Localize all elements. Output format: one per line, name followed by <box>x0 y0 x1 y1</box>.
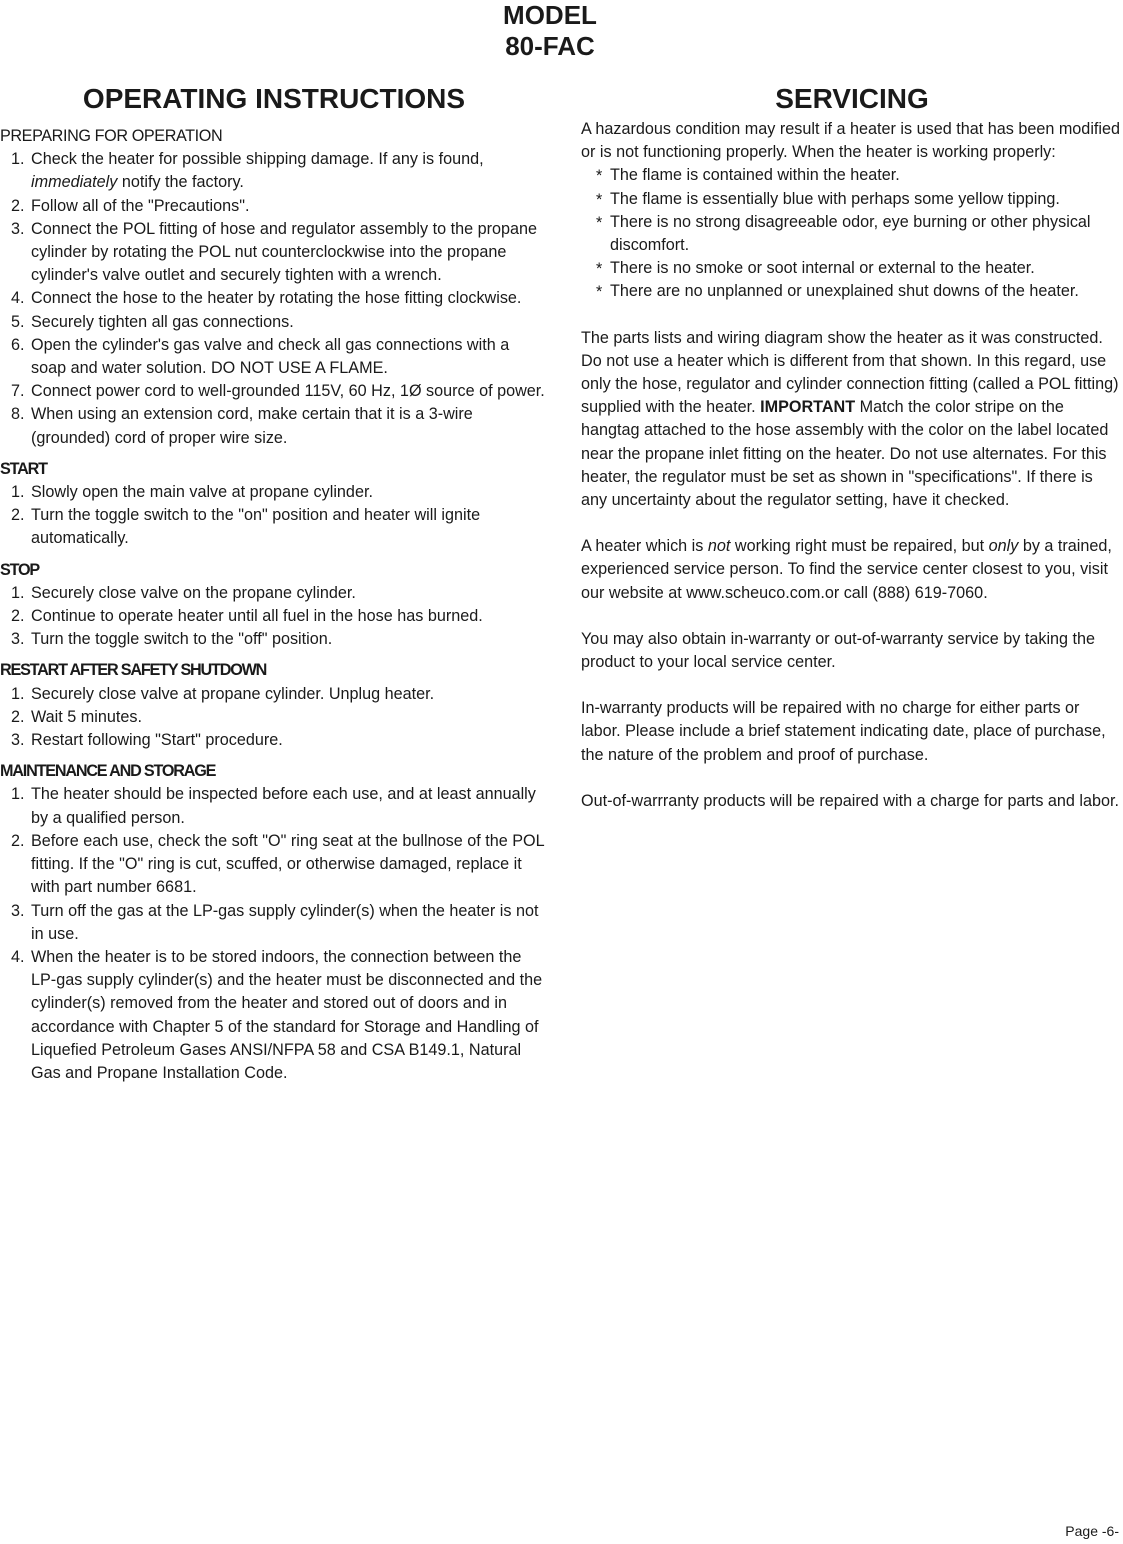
item-text: There is no smoke or soot internal or external to the heater. <box>610 259 1035 278</box>
model-number: 80-FAC <box>505 31 595 61</box>
item-text: Connect the POL fitting of hose and regulator assembly to the propane cylinder by rotating the POL nut counterclockwise into the propane cylinder's valve outlet and securely tighten with a wrench. <box>31 219 538 285</box>
item-text-emphasis: immediately <box>31 173 118 192</box>
item-text-post: notify the factory. <box>117 173 244 192</box>
list-item <box>0 334 548 380</box>
list-item <box>581 188 1123 211</box>
item-number: 2. <box>11 607 25 626</box>
item-text: Follow all of the "Precautions". <box>31 196 250 215</box>
list-item <box>0 830 548 900</box>
item-text: Continue to operate heater until all fuel in the hose has burned. <box>31 607 483 626</box>
item-number: 4. <box>11 289 25 308</box>
operating-instructions-column <box>0 82 548 1085</box>
page-number: Page -6- <box>1065 1523 1119 1539</box>
repair-emphasis-not: not <box>707 537 731 556</box>
list-item <box>0 218 548 288</box>
parts-paragraph <box>581 327 1123 513</box>
repair-text-1: A heater which is <box>581 537 708 556</box>
model-label: MODEL <box>503 0 597 30</box>
item-number: 2. <box>11 707 25 726</box>
repair-text-2: working right must be repaired, but <box>730 537 989 556</box>
important-text: Match the color stripe on the hangtag attached to the hose assembly with the color on the label located near the propane inlet fitting on the heater. Do not use alternates. For this heater, the regulator must be set as shown in "specifications". If there is any uncertainty about the regulator setting, have it checked. <box>581 398 1109 510</box>
start-section <box>0 458 548 551</box>
repair-emphasis-only: only <box>988 537 1019 556</box>
item-number: 1. <box>11 150 25 169</box>
item-text: Turn the toggle switch to the "on" position and heater will ignite automatically. <box>31 506 481 548</box>
item-text: The flame is essentially blue with perhaps some yellow tipping. <box>610 189 1060 208</box>
list-item <box>0 148 548 194</box>
item-number: 8. <box>11 405 25 424</box>
item-number: 1. <box>11 583 25 602</box>
bullet-star: * <box>596 260 603 279</box>
item-text: Connect the hose to the heater by rotating the hose fitting clockwise. <box>31 289 522 308</box>
model-header <box>0 0 1100 62</box>
list-item <box>0 946 548 1085</box>
list-item <box>581 164 1123 187</box>
servicing-title: SERVICING <box>775 83 929 114</box>
list-item <box>0 311 548 334</box>
list-item <box>0 900 548 946</box>
item-number: 5. <box>11 312 25 331</box>
item-text: Slowly open the main valve at propane cylinder. <box>31 483 373 502</box>
list-item <box>0 706 548 729</box>
item-number: 3. <box>11 630 25 649</box>
bullet-star: * <box>596 283 603 302</box>
restart-section <box>0 659 548 752</box>
list-item <box>0 628 548 651</box>
list-item <box>0 195 548 218</box>
warranty-paragraph: You may also obtain in-warranty or out-of-warranty service by taking the product to your local service center. <box>581 629 1096 672</box>
item-text: Securely close valve on the propane cylinder. <box>31 583 356 602</box>
item-text: Securely close valve at propane cylinder. Unplug heater. <box>31 684 435 703</box>
item-text: There is no strong disagreeable odor, eye burning or other physical discomfort. <box>610 212 1091 255</box>
list-item <box>0 605 548 628</box>
list-item <box>0 481 548 504</box>
bullet-star: * <box>596 213 603 232</box>
operating-instructions-title: OPERATING INSTRUCTIONS <box>82 83 466 114</box>
preparing-title: PREPARING FOR OPERATION <box>0 127 223 145</box>
list-item <box>0 729 548 752</box>
item-number: 1. <box>11 483 25 502</box>
item-text: Securely tighten all gas connections. <box>31 312 294 331</box>
list-item <box>0 403 548 449</box>
item-number: 3. <box>11 901 25 920</box>
in-warranty-paragraph: In-warranty products will be repaired with no charge for either parts or labor. Please include a brief statement indicating date, place of purchase, the nature of the problem and proof of purchase. <box>581 699 1106 764</box>
list-item <box>0 783 548 829</box>
start-title: START <box>0 459 47 478</box>
item-number: 2. <box>11 196 25 215</box>
item-text: Wait 5 minutes. <box>31 707 142 726</box>
working-properly-list <box>581 164 1123 303</box>
list-item <box>0 582 548 605</box>
item-number: 1. <box>11 785 25 804</box>
list-item <box>581 280 1123 303</box>
repair-paragraph <box>581 535 1123 605</box>
list-item <box>0 287 548 310</box>
stop-section <box>0 559 548 652</box>
item-text: Restart following "Start" procedure. <box>31 731 283 750</box>
item-number: 7. <box>11 382 25 401</box>
item-text: Turn the toggle switch to the "off" position. <box>31 630 333 649</box>
list-item <box>0 380 548 403</box>
bullet-star: * <box>596 190 603 209</box>
item-number: 2. <box>11 506 25 525</box>
repair-text-3: by a trained, experienced service person. To find the service center closest to you, visit our website at www.scheuco.com.or call (888) 619-7060. <box>581 537 1112 602</box>
item-text: When using an extension cord, make certain that it is a 3-wire (grounded) cord of proper wire size. <box>31 405 473 447</box>
item-text: When the heater is to be stored indoors, the connection between the LP-gas supply cylinder(s) and the heater must be disconnected and the cylinder(s) removed from the heater and stored out of doors and in accordance with Chapter 5 of the standard for Storage and Handling of Liquefied Petroleum Gases ANSI/NFPA 58 and CSA B149.1, Natural Gas and Propane Installation Code. <box>31 947 543 1082</box>
item-text: Turn off the gas at the LP-gas supply cylinder(s) when the heater is not in use. <box>31 901 539 943</box>
item-text: There are no unplanned or unexplained shut downs of the heater. <box>610 282 1079 301</box>
list-item <box>581 211 1123 257</box>
stop-title: STOP <box>0 560 39 579</box>
important-label: IMPORTANT <box>760 398 856 417</box>
parts-text: The parts lists and wiring diagram show the heater as it was constructed. Do not use a heater which is different from that shown. In this regard, use only the hose, regulator and cylinder connection fitting (called a POL fitting) supplied with the heater. <box>581 328 1119 417</box>
list-item <box>0 683 548 706</box>
item-text: Open the cylinder's gas valve and check all gas connections with a soap and water solution. DO NOT USE A FLAME. <box>31 335 510 378</box>
item-number: 3. <box>11 731 25 750</box>
item-text: Connect power cord to well-grounded 115V, 60 Hz, 1Ø source of power. <box>31 382 545 401</box>
item-number: 4. <box>11 947 25 966</box>
out-of-warranty-paragraph: Out-of-warrranty products will be repaired with a charge for parts and labor. <box>581 791 1120 810</box>
maintenance-title: MAINTENANCE AND STORAGE <box>0 762 216 781</box>
list-item <box>0 504 548 550</box>
bullet-star: * <box>596 167 603 186</box>
item-number: 1. <box>11 684 25 703</box>
item-text: The heater should be inspected before each use, and at least annually by a qualified person. <box>31 785 536 827</box>
servicing-column <box>581 82 1123 813</box>
item-number: 3. <box>11 219 25 238</box>
item-number: 2. <box>11 831 25 850</box>
preparing-section <box>0 125 548 450</box>
restart-title: RESTART AFTER SAFETY SHUTDOWN <box>0 661 267 680</box>
item-text: Before each use, check the soft "O" ring seat at the bullnose of the POL fitting. If the "O" ring is cut, scuffed, or otherwise damaged, replace it with part number 6681. <box>31 831 545 897</box>
item-text: The flame is contained within the heater. <box>610 166 900 185</box>
maintenance-section <box>0 760 548 1085</box>
item-number: 6. <box>11 335 25 354</box>
servicing-intro: A hazardous condition may result if a heater is used that has been modified or is not functioning properly. When the heater is working properly: <box>581 120 1121 162</box>
item-text-pre: Check the heater for possible shipping damage. If any is found, <box>31 150 484 169</box>
list-item <box>581 257 1123 280</box>
